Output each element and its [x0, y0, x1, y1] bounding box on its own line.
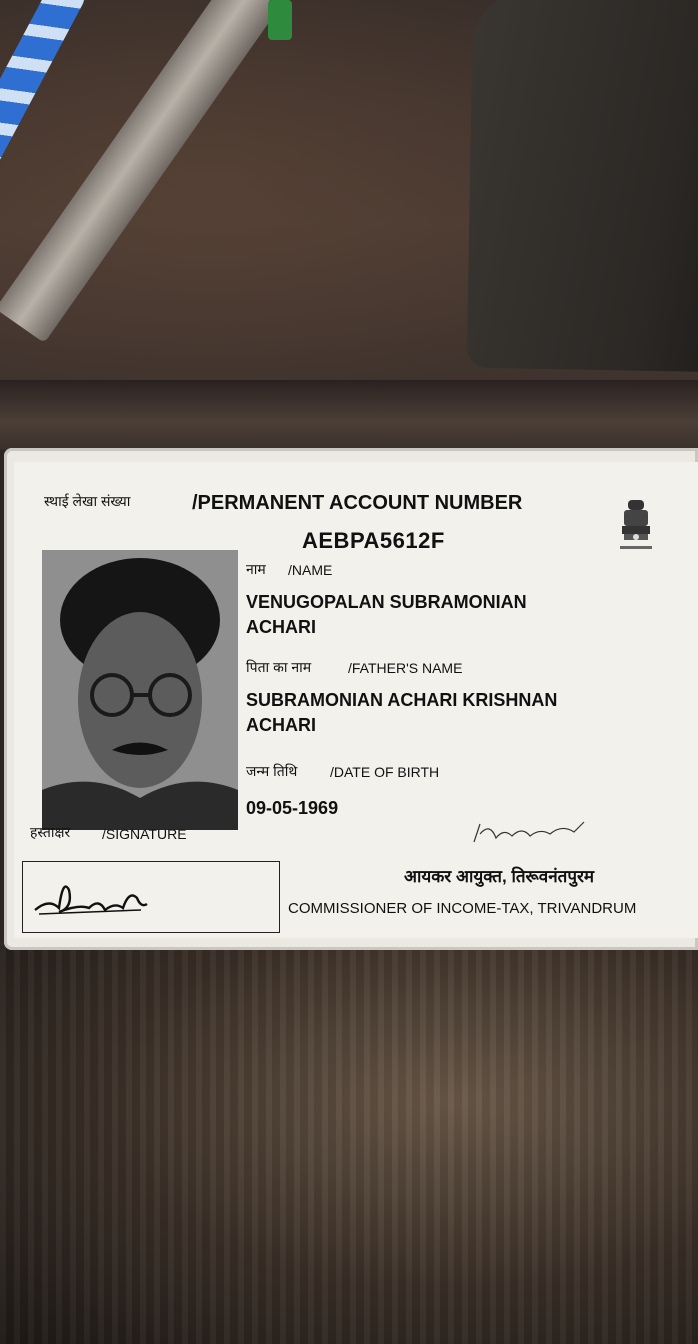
issuer: COMMISSIONER OF INCOME-TAX, TRIVANDRUM	[288, 900, 637, 917]
dob-label: /DATE OF BIRTH	[330, 764, 440, 780]
chisel-handle-tip	[268, 0, 292, 40]
dob-label-hindi: जन्म तिथि	[246, 763, 298, 779]
signature-box	[22, 861, 280, 933]
name-label-hindi: नाम	[246, 561, 266, 577]
father-name-line1: SUBRAMONIAN ACHARI KRISHNAN	[246, 690, 558, 710]
holder-name-line2: ACHARI	[246, 617, 316, 637]
pan-card-face	[14, 462, 698, 938]
wood-ledge	[0, 380, 698, 450]
portrait-photo	[42, 550, 238, 830]
signature-label-hindi: हस्ताक्षर	[30, 824, 71, 840]
holder-signature	[29, 868, 159, 924]
father-label: /FATHER'S NAME	[348, 660, 463, 676]
father-name-line2: ACHARI	[246, 715, 316, 735]
date-of-birth: 09-05-1969	[246, 798, 339, 818]
issuer-hindi: आयकर आयुक्त, तिरूवनंतपुरम	[404, 867, 595, 886]
commissioner-signature	[470, 814, 590, 850]
national-emblem-icon	[614, 496, 658, 558]
pan-label: /PERMANENT ACCOUNT NUMBER	[192, 492, 523, 514]
pan-label-hindi: स्थाई लेखा संख्या	[44, 493, 131, 509]
wood-table-surface	[0, 940, 698, 1344]
holder-name-line1: VENUGOPALAN SUBRAMONIAN	[246, 592, 527, 612]
metal-blade	[467, 0, 698, 372]
pan-number: AEBPA5612F	[302, 528, 445, 553]
name-label: /NAME	[288, 562, 333, 578]
signature-label: /SIGNATURE	[102, 826, 187, 842]
father-label-hindi: पिता का नाम	[246, 659, 312, 675]
pan-card	[4, 448, 698, 950]
